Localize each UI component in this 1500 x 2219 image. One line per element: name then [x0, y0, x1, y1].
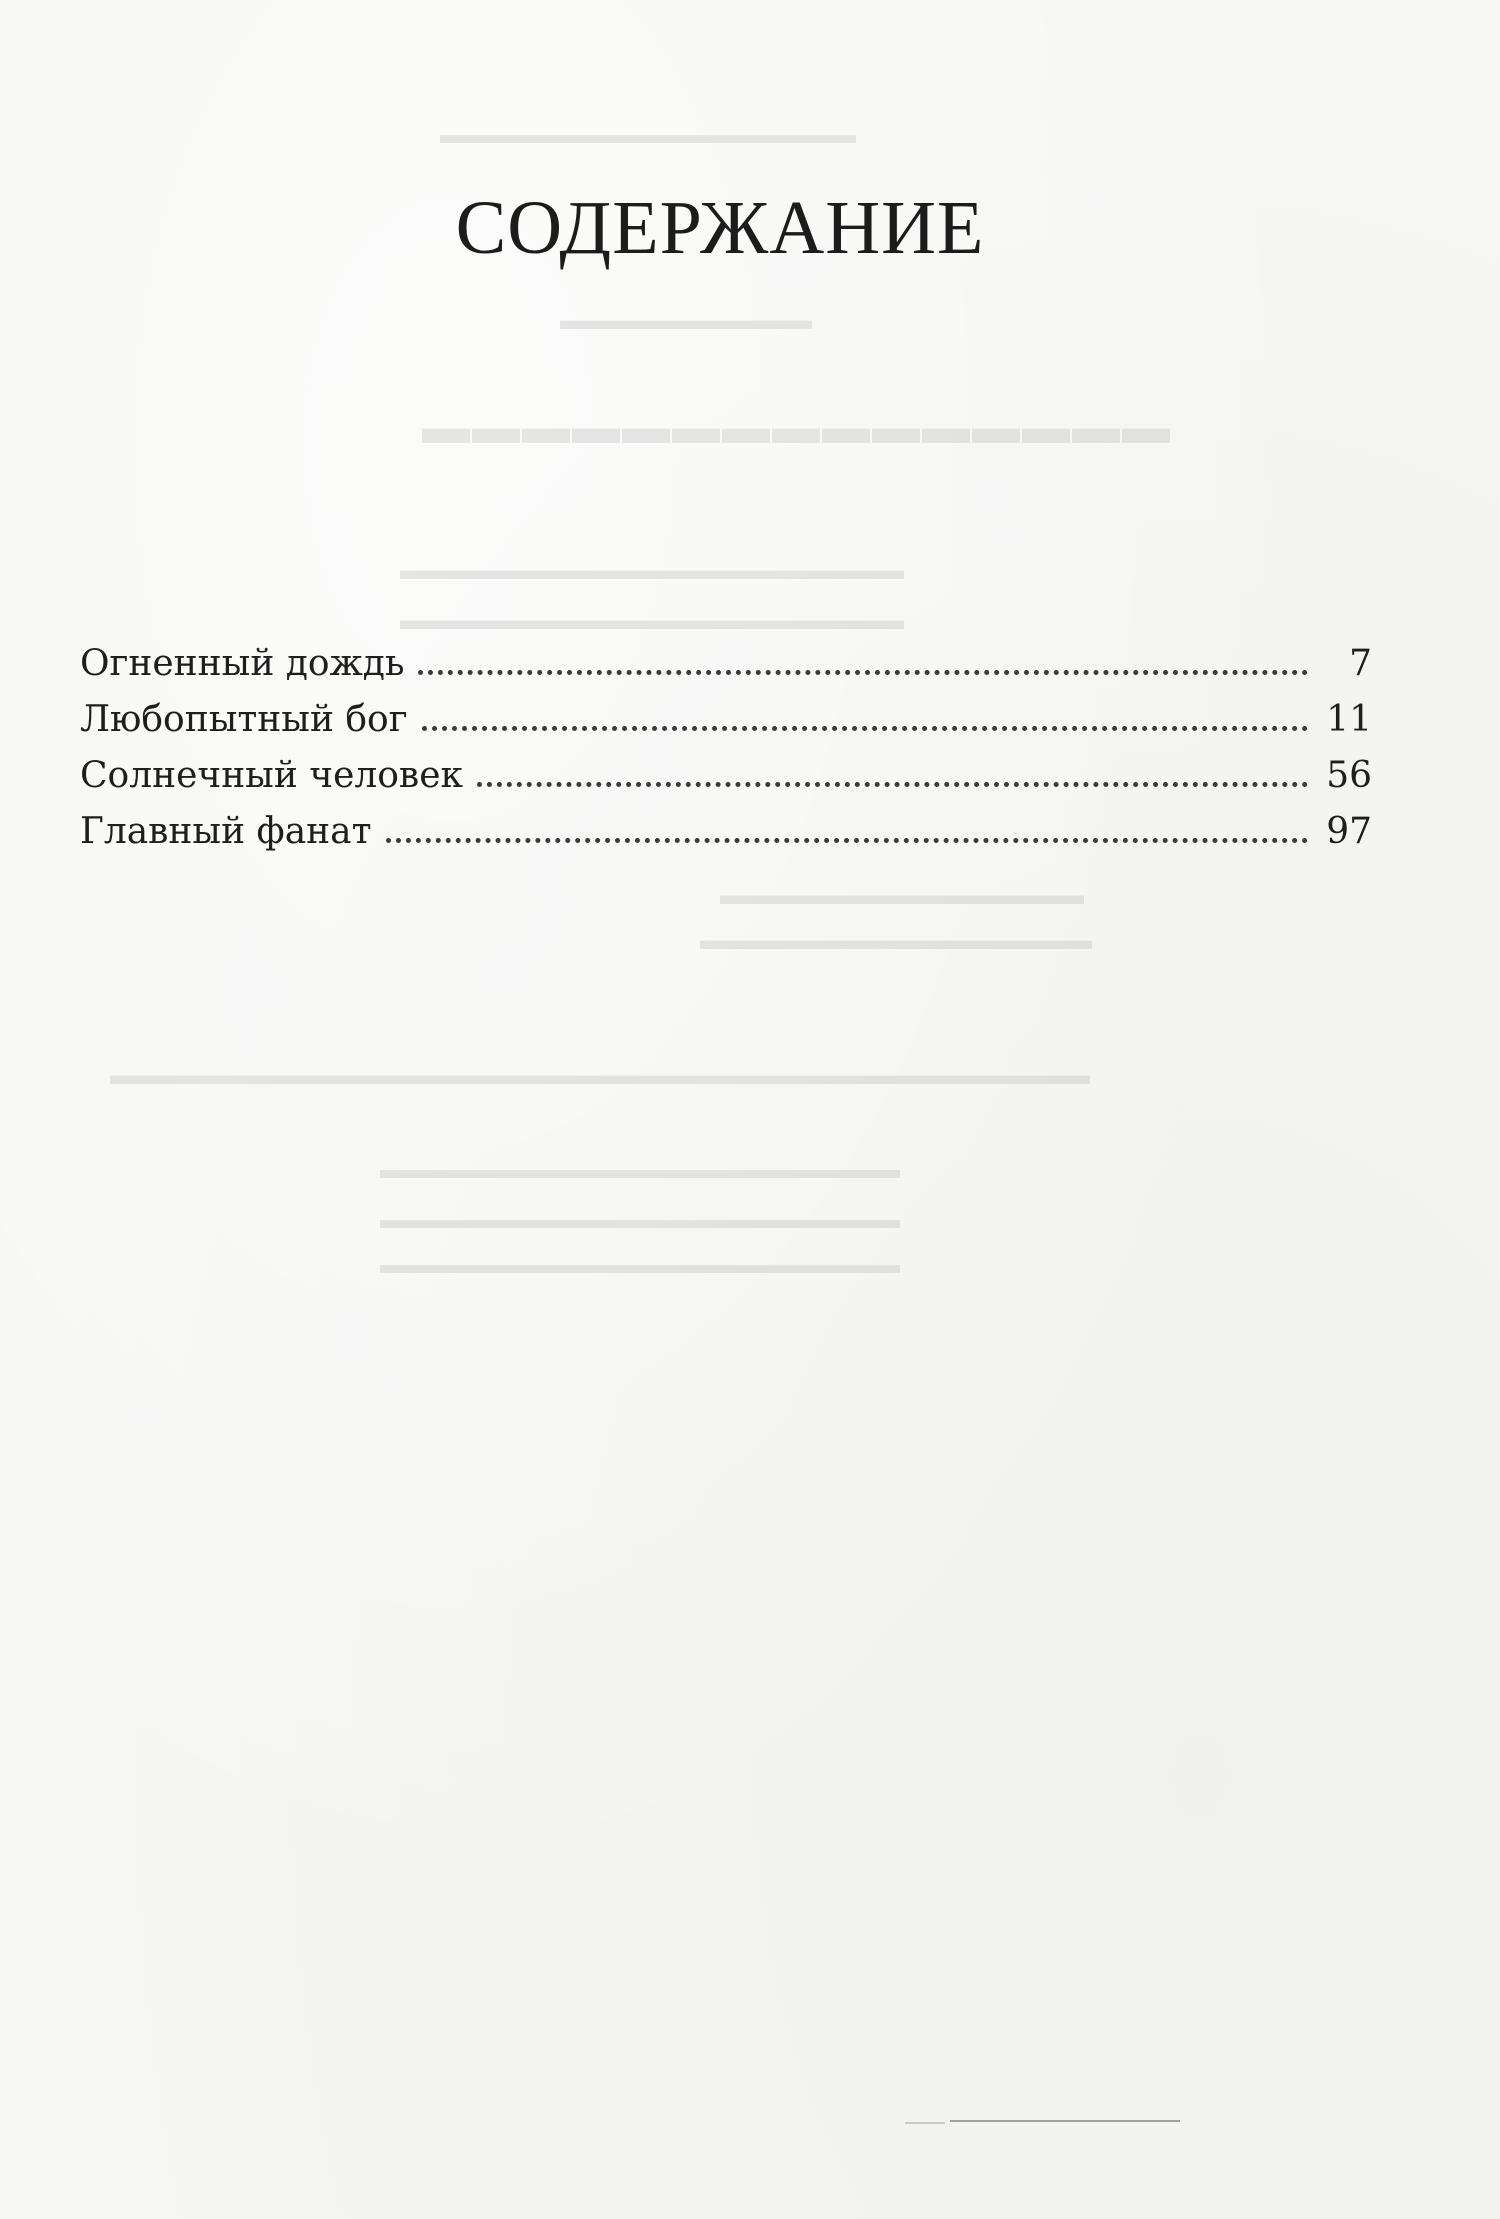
table-of-contents [80, 643, 1372, 867]
bleed-through-line: ▬▬▬▬▬▬▬▬▬▬▬▬▬▬▬▬ [440, 120, 856, 149]
dot-leader [386, 838, 1308, 843]
bleed-through-line: ▬▬▬▬▬▬▬▬▬▬▬▬▬▬▬▬▬▬▬▬ [380, 1205, 900, 1234]
toc-entry-page: 11 [1326, 699, 1372, 740]
bleed-through-line: ▬▬▬▬▬▬▬▬▬▬▬▬▬▬▬▬▬▬ [400, 555, 904, 586]
toc-entry [80, 811, 1372, 867]
toc-entry [80, 699, 1372, 755]
bleed-through-line: ▬▬▬▬▬▬▬▬▬▬▬▬▬▬▬▬▬▬▬▬▬▬▬▬▬▬▬▬▬▬▬▬▬▬▬ [110, 1060, 1090, 1091]
bleed-through-line: ▬▬▬▬▬▬▬▬▬▬▬▬▬ [720, 880, 1084, 911]
dot-leader [477, 782, 1308, 787]
dot-leader [418, 670, 1308, 675]
paper-scuff [950, 2120, 1180, 2122]
page-title: СОДЕРЖАНИЕ [455, 186, 985, 270]
toc-entry-title: Солнечный человек [80, 755, 463, 796]
toc-entry-title: Главный фанат [80, 811, 372, 852]
toc-entry [80, 643, 1372, 699]
toc-entry [80, 755, 1372, 811]
bleed-through-line: ▬▬▬▬▬▬▬▬▬▬▬▬▬▬▬▬▬▬ [400, 605, 904, 636]
toc-entry-title: Любопытный бог [80, 699, 408, 740]
toc-entry-page: 97 [1326, 811, 1372, 852]
toc-entry-page: 56 [1326, 755, 1372, 796]
bleed-through-line: ▬▬▬▬▬▬▬▬▬ [560, 305, 812, 336]
bleed-through-line: ▬▬▬▬▬▬▬▬▬▬▬▬▬▬ [700, 925, 1092, 956]
bleed-through-line: ▬▬▬▬▬▬▬▬▬▬▬▬▬▬▬▬▬▬▬▬ [380, 1250, 900, 1279]
bleed-through-line: ▬▬▬▬▬▬▬▬▬▬▬▬▬▬▬ [420, 401, 1170, 454]
paper-scuff [905, 2122, 945, 2124]
toc-entry-title: Огненный дождь [80, 643, 405, 684]
toc-entry-page: 7 [1349, 643, 1372, 684]
bleed-through-line: ▬▬▬▬▬▬▬▬▬▬▬▬▬▬▬▬▬▬▬▬ [380, 1155, 900, 1184]
dot-leader [422, 726, 1308, 731]
